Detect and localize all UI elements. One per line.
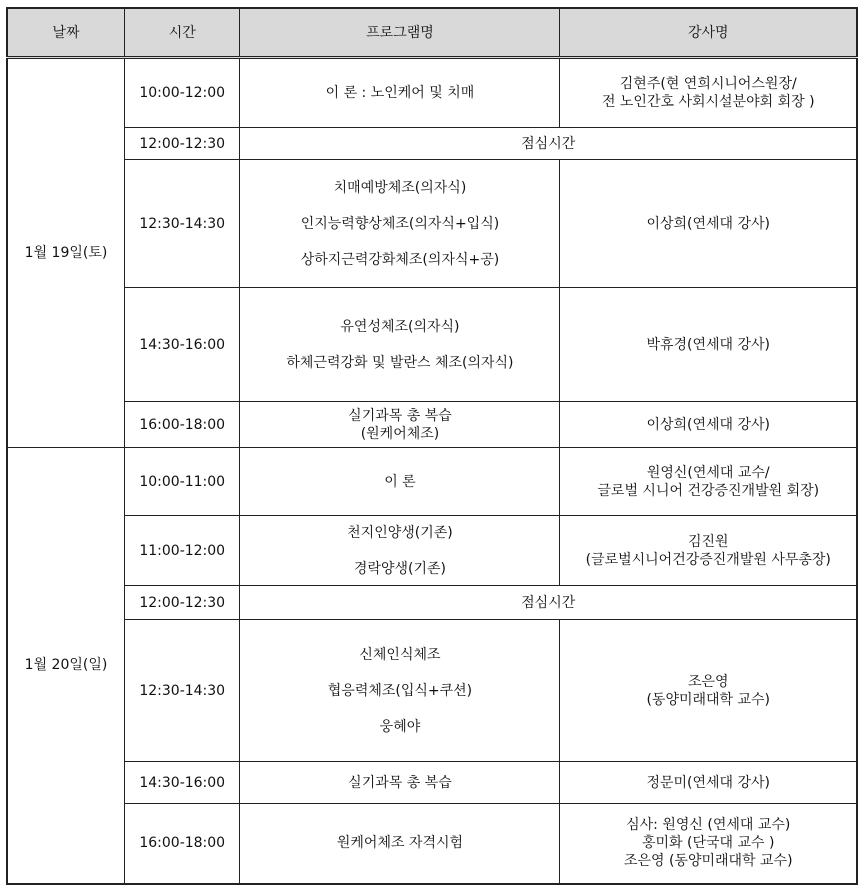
instructor-line: 김진원: [687, 533, 729, 550]
instructor-line: 원영신(연세대 교수/: [646, 464, 770, 481]
date-cell: 1월 19일(토): [7, 58, 125, 448]
instructor-line: 글로벌 시니어 건강증진개발원 회장): [597, 482, 820, 499]
instructor-line: 이상희(연세대 강사): [646, 215, 771, 232]
instructor-line: 조은영: [687, 673, 729, 690]
program-line: 이 론: [384, 473, 416, 490]
time-cell: 12:30-14:30: [125, 160, 240, 288]
time-cell: 12:00-12:30: [125, 586, 240, 620]
instructor-cell: [560, 804, 857, 884]
instructor-line: (글로벌시니어건강증진개발원 사무총장): [585, 551, 831, 568]
instructor-line: (동양미래대학 교수): [646, 691, 771, 708]
header-instructor: 강사명: [560, 8, 857, 58]
time-cell: 10:00-11:00: [125, 448, 240, 516]
program-line: 협응력체조(입식+쿠션): [327, 682, 473, 699]
time-cell: 11:00-12:00: [125, 516, 240, 586]
program-line: 치매예방체조(의자식): [333, 179, 467, 196]
program-line: 유연성체조(의자식): [340, 318, 460, 335]
program-cell: [240, 402, 560, 448]
instructor-cell: [560, 620, 857, 762]
header-row: [7, 8, 857, 58]
instructor-cell: [560, 58, 857, 128]
instructor-cell: [560, 762, 857, 804]
program-cell: [240, 804, 560, 884]
time-cell: 12:00-12:30: [125, 128, 240, 160]
instructor-line: 정문미(연세대 강사): [646, 774, 771, 791]
table-row: [7, 160, 857, 288]
table-row: [7, 128, 857, 160]
program-line: 웅혜야: [379, 718, 421, 735]
program-line: 천지인양생(기존): [347, 524, 453, 541]
instructor-line: 전 노인간호 사회시설분야회 회장 ): [601, 94, 815, 110]
table-row: [7, 516, 857, 586]
header-time: 시간: [125, 8, 240, 58]
lunch-cell: 점심시간: [240, 586, 857, 620]
time-cell: 16:00-18:00: [125, 402, 240, 448]
program-cell: [240, 516, 560, 586]
instructor-line: 김현주(현 연희시니어스원장/: [619, 76, 797, 92]
table-row: [7, 448, 857, 516]
instructor-cell: [560, 160, 857, 288]
program-cell: [240, 448, 560, 516]
time-cell: 14:30-16:00: [125, 288, 240, 402]
instructor-line: 이상희(연세대 강사): [646, 416, 771, 433]
time-cell: 16:00-18:00: [125, 804, 240, 884]
program-line: 하체근력강화 및 발란스 체조(의자식): [286, 354, 514, 371]
time-cell: 10:00-12:00: [125, 58, 240, 128]
program-cell: [240, 288, 560, 402]
instructor-line: 홍미화 (단국대 교수 ): [642, 835, 775, 852]
program-cell: [240, 762, 560, 804]
schedule-table: [6, 7, 858, 885]
program-cell: [240, 58, 560, 128]
table-row: [7, 620, 857, 762]
lunch-cell: 점심시간: [240, 128, 857, 160]
time-cell: 12:30-14:30: [125, 620, 240, 762]
instructor-line: 심사: 원영신 (연세대 교수): [626, 817, 791, 834]
instructor-cell: [560, 402, 857, 448]
date-cell: 1월 20일(일): [7, 448, 125, 884]
instructor-line: 박휴경(연세대 강사): [646, 336, 771, 353]
program-line: 실기과목 총 복습: [348, 774, 452, 791]
instructor-cell: [560, 448, 857, 516]
program-line: 인지능력향상체조(의자식+입식): [300, 215, 500, 232]
program-line: 상하지근력강화체조(의자식+공): [300, 251, 500, 268]
program-cell: [240, 620, 560, 762]
instructor-line: 조은영 (동양미래대학 교수): [623, 853, 793, 870]
header-date: 날짜: [7, 8, 125, 58]
program-line: 실기과목 총 복습: [348, 407, 452, 424]
time-cell: 14:30-16:00: [125, 762, 240, 804]
table-row: [7, 762, 857, 804]
instructor-cell: [560, 516, 857, 586]
program-cell: [240, 160, 560, 288]
program-line: 신체인식체조: [359, 646, 441, 663]
table-row: [7, 402, 857, 448]
table-row: [7, 804, 857, 884]
table-row: [7, 586, 857, 620]
program-line: 이 론 : 노인케어 및 치매: [325, 85, 475, 101]
program-line: (원케어체조): [360, 425, 440, 442]
program-line: 원케어체조 자격시험: [336, 835, 464, 852]
table-row: [7, 58, 857, 128]
program-line: 경락양생(기존): [353, 560, 446, 577]
instructor-cell: [560, 288, 857, 402]
header-program: 프로그램명: [240, 8, 560, 58]
table-row: [7, 288, 857, 402]
